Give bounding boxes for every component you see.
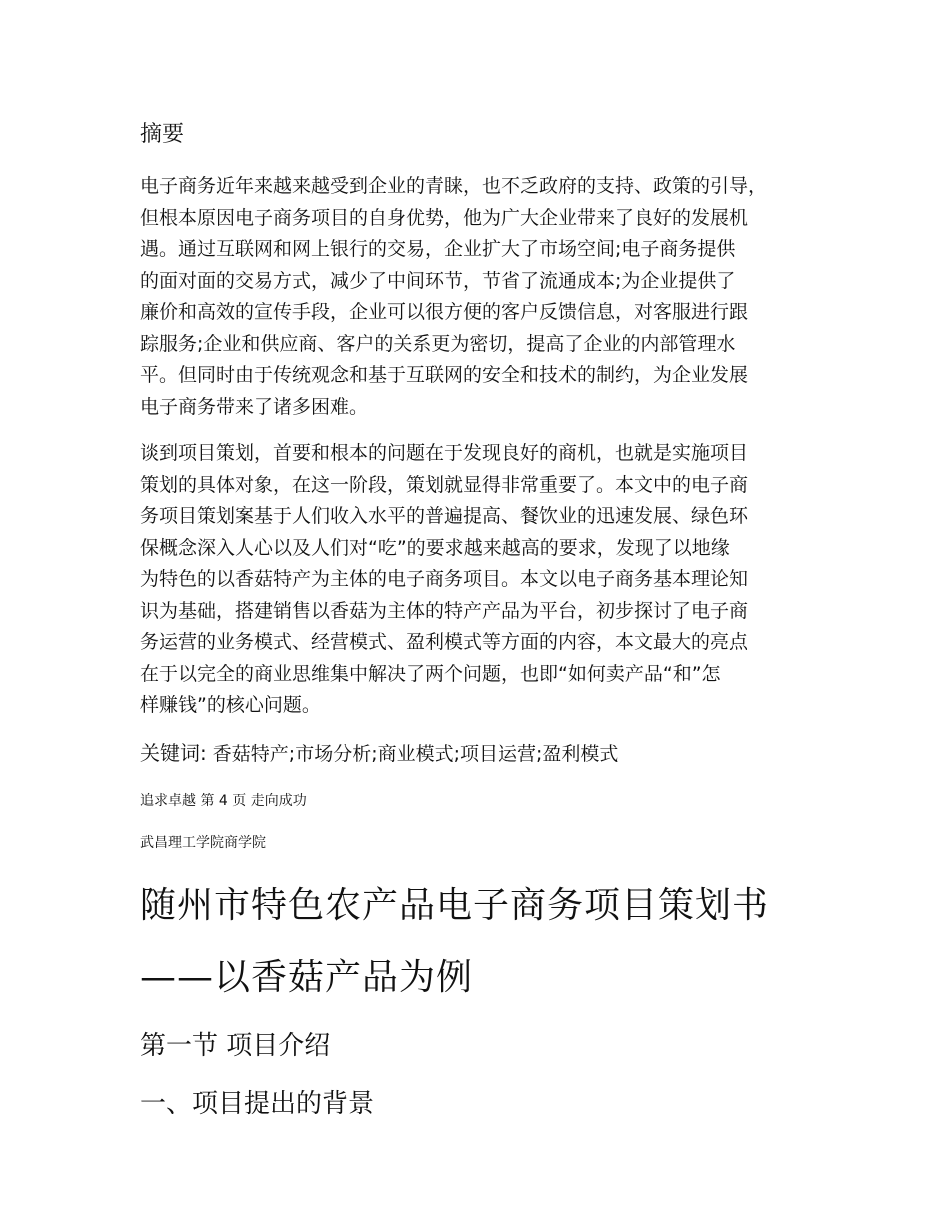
text-line: 为特色的以香菇特产为主体的电子商务项目。本文以电子商务基本理论知 bbox=[140, 568, 749, 590]
text-line: 识为基础，搭建销售以香菇为主体的特产产品为平台，初步探讨了电子商 bbox=[140, 599, 749, 622]
text-line: 谈到项目策划，首要和根本的问题在于发现良好的商机，也就是实施项目 bbox=[140, 442, 749, 464]
text-line: 遇。通过互联网和网上银行的交易，企业扩大了市场空间;电子商务提供 bbox=[140, 238, 736, 260]
text-line: 平。但同时由于传统观念和基于互联网的安全和技术的制约，为企业发展 bbox=[140, 364, 749, 386]
text-line: 廉价和高效的宣传手段，企业可以很方便的客户反馈信息，对客服进行跟 bbox=[140, 301, 749, 323]
abstract-paragraph-1 bbox=[140, 171, 767, 423]
abstract-paragraph-2 bbox=[140, 438, 748, 722]
school-name: 武昌理工学院商学院 bbox=[140, 835, 266, 851]
keywords-value: 香菇特产;市场分析;商业模式;项目运营;盈利模式 bbox=[212, 743, 619, 765]
text-line: 务运营的业务模式、经营模式、盈利模式等方面的内容，本文最大的亮点 bbox=[140, 631, 749, 653]
text-line: 的面对面的交易方式，减少了中间环节，节省了流通成本;为企业提供了 bbox=[140, 269, 736, 292]
text-line: 电子商务近年来越来越受到企业的青睐，也不乏政府的支持、政策的引导， bbox=[140, 175, 768, 197]
text-line: 在于以完全的商业思维集中解决了两个问题，也即“如何卖产品“和”怎 bbox=[140, 662, 721, 685]
document-title: 随州市特色农产品电子商务项目策划书 bbox=[140, 885, 770, 926]
text-line: 务项目策划案基于人们收入水平的普遍提高、餐饮业的迅速发展、绿色环 bbox=[140, 505, 749, 527]
text-line: 策划的具体对象，在这一阶段，策划就显得非常重要了。本文中的电子商 bbox=[140, 473, 749, 496]
abstract-heading: 摘要 bbox=[140, 122, 185, 147]
text-line: 但根本原因电子商务项目的自身优势，他为广大企业带来了良好的发展机 bbox=[140, 206, 749, 229]
text-line: 样赚钱”的核心问题。 bbox=[140, 694, 321, 716]
keywords-line bbox=[140, 738, 618, 769]
text-line: 踪服务;企业和供应商、客户的关系更为密切，提高了企业的内部管理水 bbox=[140, 332, 736, 355]
subsection-heading: 一、项目提出的背景 bbox=[140, 1089, 375, 1119]
document-subtitle: ——以香菇产品为例 bbox=[140, 957, 474, 998]
keywords-label: 关键词: bbox=[140, 741, 207, 765]
section-heading: 第一节 项目介绍 bbox=[140, 1031, 331, 1061]
text-line: 电子商务带来了诸多困难。 bbox=[140, 395, 369, 418]
text-line: 保概念深入人心以及人们对“吃”的要求越来越高的要求，发现了以地缘 bbox=[140, 536, 730, 559]
page-footer: 追求卓越 第 4 页 走向成功 bbox=[140, 793, 307, 809]
